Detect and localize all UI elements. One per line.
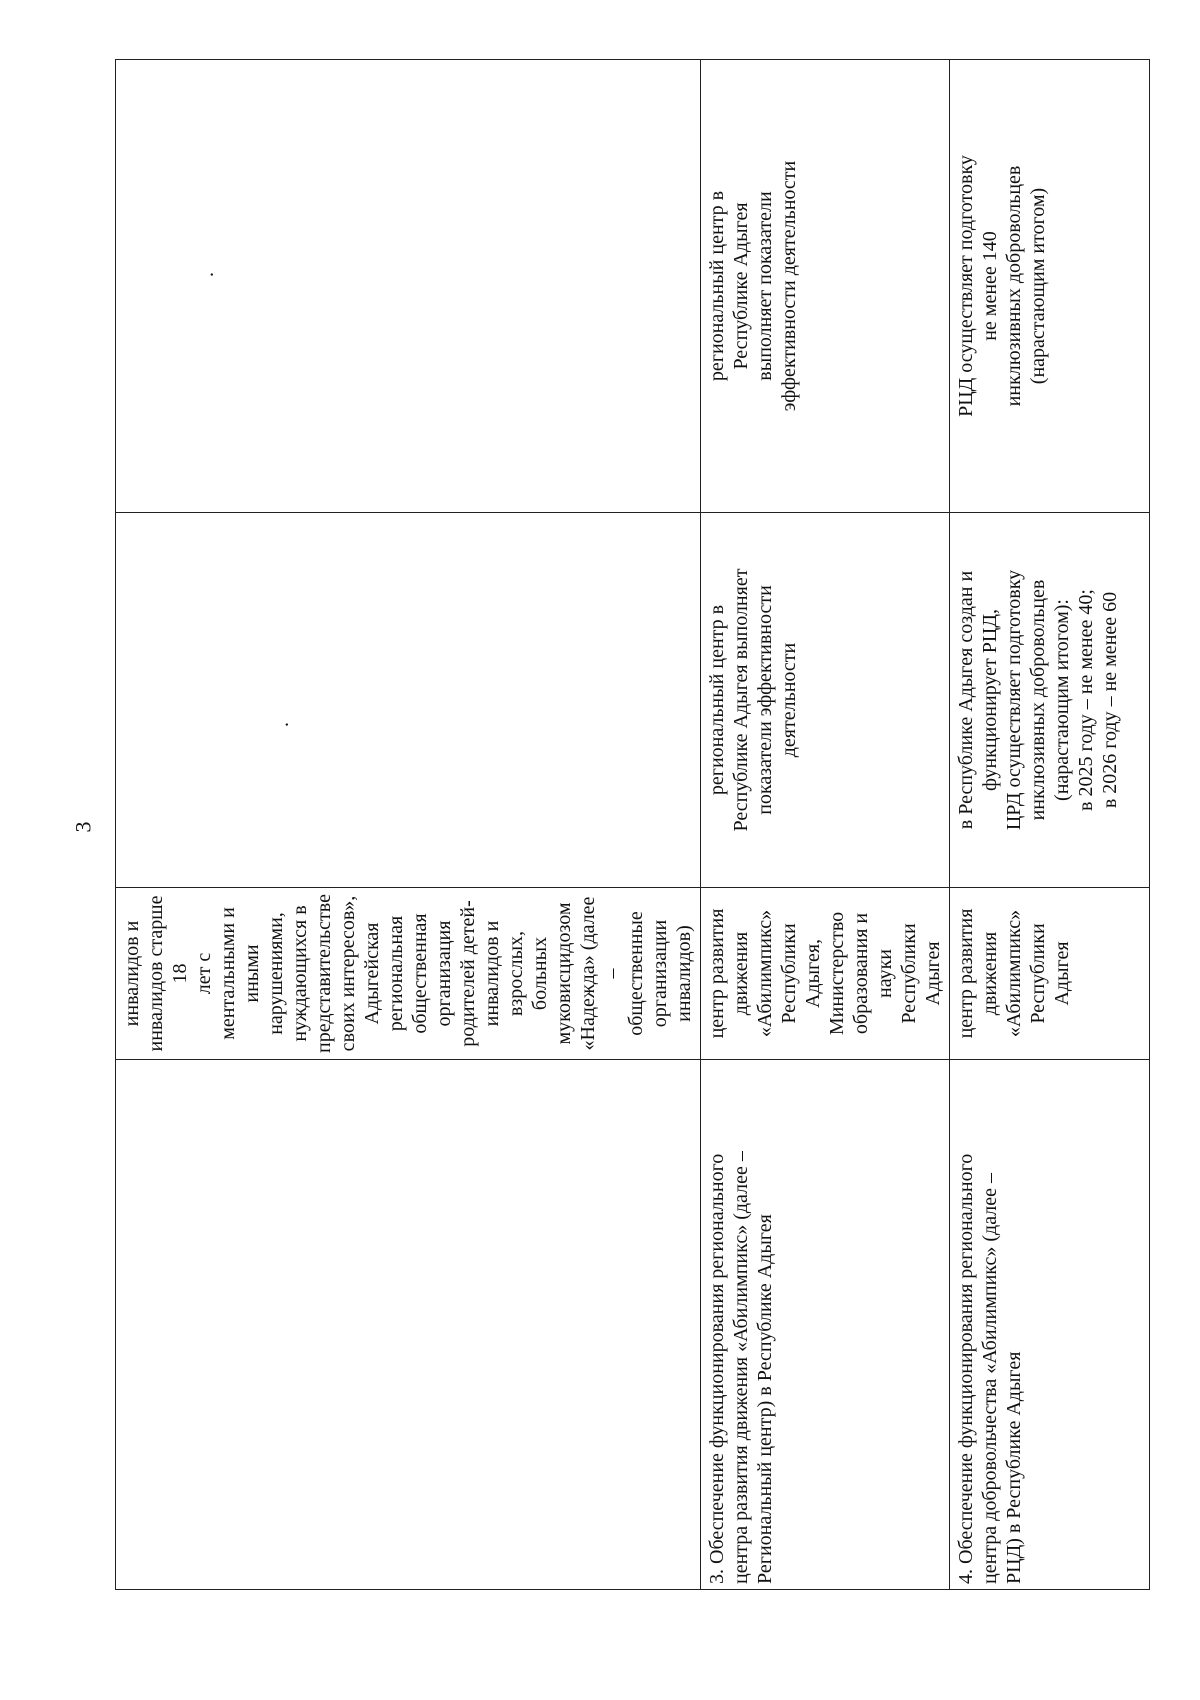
- text-line: региональный центр в: [706, 190, 728, 382]
- text-line: в 2025 году – не менее 40;: [1075, 589, 1097, 811]
- table-row: [701, 60, 950, 1590]
- text-line: Адыгейская: [361, 922, 383, 1025]
- text-line: Республике Адыгея выполняет: [730, 568, 752, 832]
- text-line: движения: [730, 931, 752, 1016]
- text-line: Республики Адыгея: [1027, 923, 1073, 1024]
- text-line: общественные: [625, 911, 647, 1036]
- text-line: иными нарушениями,: [241, 912, 287, 1035]
- text-line: показатели эффективности: [754, 585, 776, 815]
- result-2026-cell: [950, 60, 1150, 513]
- text-line: в Республике Адыгея создан и: [955, 570, 977, 830]
- stray-mark: .: [271, 722, 293, 727]
- text-line: муковисцидозом: [553, 902, 575, 1045]
- text-line: представительстве: [313, 894, 335, 1053]
- item-cell: [701, 1060, 950, 1590]
- text-line: центра развития движения «Абилимпикс» (далее –: [730, 1151, 752, 1584]
- page-number: 3: [70, 821, 96, 833]
- result-2026-cell: [116, 60, 701, 513]
- text-line: эффективности деятельности: [778, 160, 800, 412]
- text-line: инклюзивных добровольцев: [1027, 579, 1049, 821]
- text-line: общественная: [409, 913, 431, 1034]
- text-line: (нарастающим итогом):: [1051, 599, 1073, 801]
- text-line: РЦД) в Республике Адыгея: [1003, 1351, 1025, 1584]
- text-line: инвалидов): [673, 925, 695, 1022]
- text-line: Республики Адыгея,: [778, 923, 824, 1024]
- measures-table: [115, 59, 1150, 1590]
- text-line: 3. Обеспечение функционирования регионального: [706, 1153, 728, 1584]
- text-line: организации: [649, 919, 671, 1028]
- text-line: «Надежда» (далее –: [577, 896, 623, 1051]
- item-cell: [950, 1060, 1150, 1590]
- table-row: [950, 60, 1150, 1590]
- executors-cell: [701, 888, 950, 1060]
- text-line: региональный центр в: [706, 604, 728, 796]
- text-line: региональная: [385, 915, 407, 1032]
- text-line: инклюзивных добровольцев: [1003, 165, 1025, 407]
- executors-cell: [116, 888, 701, 1060]
- stray-mark: .: [196, 272, 218, 277]
- table-row: [116, 60, 701, 1590]
- text-line: Министерство: [826, 911, 848, 1036]
- text-line: центр развития: [955, 908, 977, 1039]
- text-line: инвалидов и: [121, 920, 143, 1027]
- text-line: не менее 140: [979, 231, 1001, 341]
- text-line: выполняет показатели: [754, 191, 776, 381]
- text-line: в 2026 году – не менее 60: [1099, 591, 1121, 809]
- text-line: ЦРД осуществляет подготовку: [1003, 569, 1025, 831]
- text-line: Республике Адыгея: [730, 202, 752, 370]
- text-line: движения: [979, 931, 1001, 1016]
- text-line: организация: [433, 920, 455, 1027]
- text-line: функционирует РЦД,: [979, 609, 1001, 791]
- rotated-table-container: [115, 60, 1121, 1590]
- result-2025-cell: [950, 513, 1150, 888]
- text-line: РЦД осуществляет подготовку: [955, 155, 977, 417]
- text-line: нуждающихся в: [289, 905, 311, 1042]
- text-line: деятельности: [778, 642, 800, 758]
- text-line: центр развития: [706, 908, 728, 1039]
- text-line: 4. Обеспечение функционирования регионального: [955, 1153, 977, 1584]
- text-line: центра добровольчества «Абилимпикс» (далее –: [979, 1173, 1001, 1584]
- text-line: Республики Адыгея: [898, 923, 944, 1024]
- executors-cell: [950, 888, 1150, 1060]
- text-line: «Абилимпикс»: [754, 909, 776, 1038]
- result-2025-cell: [116, 513, 701, 888]
- text-line: Региональный центр) в Республике Адыгея: [754, 1214, 776, 1584]
- text-line: (нарастающим итогом): [1027, 187, 1049, 385]
- text-line: взрослых, больных: [505, 930, 551, 1017]
- text-line: инвалидов и: [481, 920, 503, 1027]
- result-2025-cell: [701, 513, 950, 888]
- text-line: родителей детей-: [457, 900, 479, 1047]
- text-line: своих интересов»,: [337, 895, 359, 1052]
- text-line: образования и науки: [850, 912, 896, 1035]
- text-line: инвалидов старше 18: [145, 895, 191, 1052]
- result-2026-cell: [701, 60, 950, 513]
- text-line: «Абилимпикс»: [1003, 909, 1025, 1038]
- text-line: лет с ментальными и: [193, 907, 239, 1040]
- item-cell: [116, 1060, 701, 1590]
